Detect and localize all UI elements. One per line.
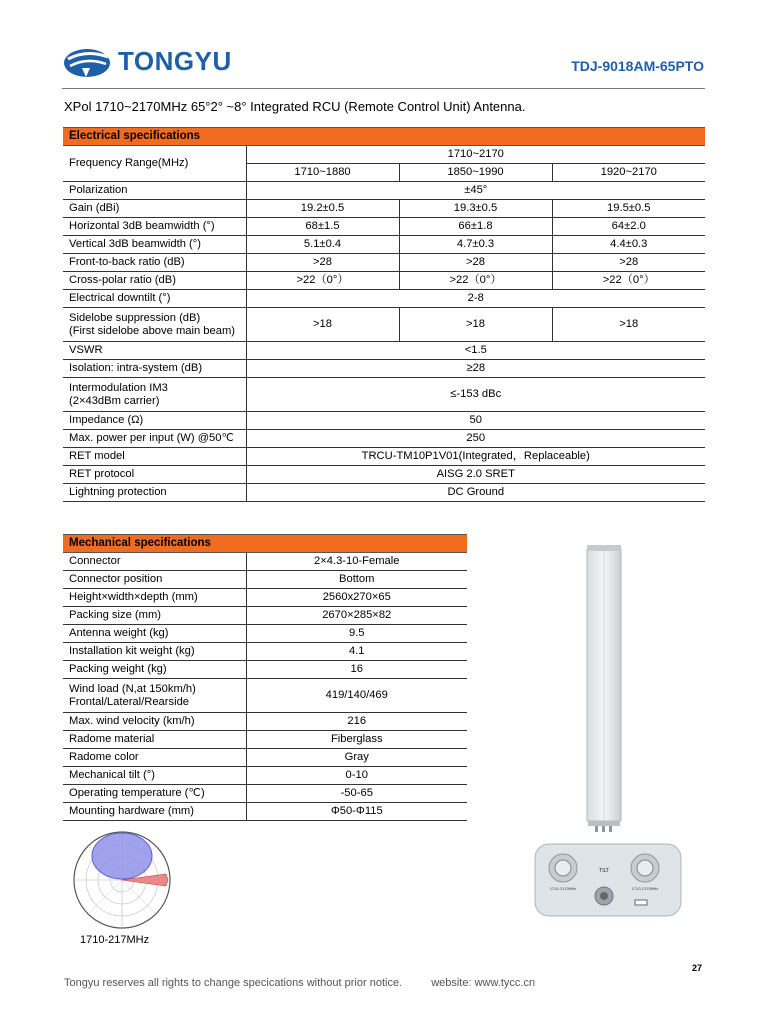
row-value: 66±1.8: [399, 218, 552, 236]
row-label: [63, 378, 246, 412]
table-row: [63, 803, 467, 821]
table-row: [63, 342, 705, 360]
row-value: <1.5: [246, 342, 705, 360]
row-label: Impedance (Ω): [63, 412, 246, 430]
table-row: [63, 378, 705, 412]
connector-panel-image: [533, 842, 683, 918]
row-value: Fiberglass: [246, 731, 467, 749]
wind-line1: Wind load (N,at 150km/h): [69, 682, 196, 695]
row-value: 216: [246, 713, 467, 731]
row-label: Packing size (mm): [63, 607, 246, 625]
table-row: [63, 218, 705, 236]
row-value: 2560x270×65: [246, 589, 467, 607]
table-row: [63, 290, 705, 308]
row-value: >22（0°）: [552, 272, 705, 290]
row-label: VSWR: [63, 342, 246, 360]
row-label: Connector: [63, 553, 246, 571]
table-row: [63, 731, 467, 749]
row-label: Max. wind velocity (km/h): [63, 713, 246, 731]
band-cell: 1850~1990: [399, 164, 552, 182]
tilt-label: TILT: [599, 868, 609, 874]
table-row: [63, 484, 705, 502]
antenna-image: [578, 545, 628, 835]
freq-label: Frequency Range(MHz): [63, 146, 246, 182]
right-port-label: 1710-2170MHz: [631, 887, 659, 891]
table-row: [63, 553, 467, 571]
im3-line1: Intermodulation IM3: [69, 381, 168, 394]
footer: [64, 977, 561, 989]
table-row: [63, 448, 705, 466]
band-cell: 1710~1880: [246, 164, 399, 182]
row-label: Front-to-back ratio (dB): [63, 254, 246, 272]
freq-all: 1710~2170: [246, 146, 705, 164]
row-value: >22（0°）: [399, 272, 552, 290]
row-value: 64±2.0: [552, 218, 705, 236]
table-row: [63, 749, 467, 767]
row-label: RET model: [63, 448, 246, 466]
row-value: 2×4.3-10-Female: [246, 553, 467, 571]
row-value: >18: [246, 308, 399, 342]
row-value: >18: [552, 308, 705, 342]
wind-line2: Frontal/Lateral/Rearside: [69, 695, 190, 708]
row-label: Horizontal 3dB beamwidth (°): [63, 218, 246, 236]
table-row: [63, 412, 705, 430]
row-value: 16: [246, 661, 467, 679]
row-label: Radome color: [63, 749, 246, 767]
row-value: ≥28: [246, 360, 705, 378]
row-label: Cross-polar ratio (dB): [63, 272, 246, 290]
product-title: XPol 1710~2170MHz 65°2° ~8° Integrated RCU (Remote Control Unit) Antenna.: [64, 99, 526, 114]
header-divider: [62, 88, 705, 89]
row-label: Lightning protection: [63, 484, 246, 502]
row-value: ≤-153 dBc: [246, 378, 705, 412]
row-value: Bottom: [246, 571, 467, 589]
table-row: [63, 571, 467, 589]
pattern-caption: 1710-217MHz: [80, 934, 150, 946]
section-header: [63, 535, 467, 553]
table-row: [63, 679, 467, 713]
row-value: 19.3±0.5: [399, 200, 552, 218]
brand-logo: [62, 44, 232, 80]
table-row: [63, 767, 467, 785]
row-value: 250: [246, 430, 705, 448]
row-label: Vertical 3dB beamwidth (°): [63, 236, 246, 254]
row-value: 0-10: [246, 767, 467, 785]
row-value: 419/140/469: [246, 679, 467, 713]
row-label: RET protocol: [63, 466, 246, 484]
table-row: [63, 182, 705, 200]
row-value: 4.7±0.3: [399, 236, 552, 254]
logo-emblem-icon: [62, 44, 114, 80]
table-row: [63, 200, 705, 218]
footer-notice: Tongyu reserves all rights to change specications without prior notice.: [64, 977, 403, 989]
mechanical-title: Mechanical specifications: [63, 535, 467, 553]
row-value: >28: [246, 254, 399, 272]
row-value: TRCU-TM10P1V01(Integrated，Replaceable): [246, 448, 705, 466]
row-value: ±45°: [246, 182, 705, 200]
row-label: Antenna weight (kg): [63, 625, 246, 643]
row-value: 2670×285×82: [246, 607, 467, 625]
row-value: 4.4±0.3: [552, 236, 705, 254]
row-label: Height×width×depth (mm): [63, 589, 246, 607]
row-value: >18: [399, 308, 552, 342]
table-row: [63, 308, 705, 342]
table-row: [63, 713, 467, 731]
row-value: 9.5: [246, 625, 467, 643]
electrical-title: Electrical specifications: [63, 128, 705, 146]
page-number: 27: [691, 963, 702, 973]
band-cell: 1920~2170: [552, 164, 705, 182]
row-value: 19.5±0.5: [552, 200, 705, 218]
row-value: 5.1±0.4: [246, 236, 399, 254]
row-value: 19.2±0.5: [246, 200, 399, 218]
row-value: DC Ground: [246, 484, 705, 502]
row-label: Electrical downtilt (°): [63, 290, 246, 308]
table-row: [63, 254, 705, 272]
row-label: Installation kit weight (kg): [63, 643, 246, 661]
row-label: Isolation: intra-system (dB): [63, 360, 246, 378]
model-number: TDJ-9018AM-65PTO: [571, 58, 704, 74]
row-label: Connector position: [63, 571, 246, 589]
table-row: [63, 360, 705, 378]
row-label: Polarization: [63, 182, 246, 200]
row-label: [63, 679, 246, 713]
row-label: Gain (dBi): [63, 200, 246, 218]
table-row: [63, 661, 467, 679]
table-row: [63, 236, 705, 254]
row-value: >28: [552, 254, 705, 272]
row-value: >22（0°）: [246, 272, 399, 290]
table-row: [63, 625, 467, 643]
left-port-label: 1710-2170MHz: [549, 887, 577, 891]
row-label: Radome material: [63, 731, 246, 749]
row-value: Gray: [246, 749, 467, 767]
section-header: [63, 128, 705, 146]
row-value: AISG 2.0 SRET: [246, 466, 705, 484]
row-value: Φ50-Φ115: [246, 803, 467, 821]
table-row: [63, 146, 705, 164]
sidelobe-line2: (First sidelobe above main beam): [69, 324, 236, 337]
table-row: [63, 607, 467, 625]
table-row: [63, 643, 467, 661]
row-label: Mounting hardware (mm): [63, 803, 246, 821]
row-label: Max. power per input (W) @50℃: [63, 430, 246, 448]
table-row: [63, 589, 467, 607]
im3-line2: (2×43dBm carrier): [69, 394, 160, 407]
row-value: 50: [246, 412, 705, 430]
table-row: [63, 430, 705, 448]
row-value: 68±1.5: [246, 218, 399, 236]
row-value: >28: [399, 254, 552, 272]
electrical-spec-table: [63, 127, 705, 502]
row-value: 4.1: [246, 643, 467, 661]
table-row: [63, 466, 705, 484]
footer-website: website: www.tycc.cn: [431, 977, 536, 989]
row-value: -50-65: [246, 785, 467, 803]
brand-name: TONGYU: [118, 46, 232, 76]
row-label: Packing weight (kg): [63, 661, 246, 679]
mechanical-spec-table: [63, 534, 467, 821]
row-label: [63, 308, 246, 342]
sidelobe-line1: Sidelobe suppression (dB): [69, 311, 201, 324]
table-row: [63, 272, 705, 290]
table-row: [63, 785, 467, 803]
row-label: Operating temperature (℃): [63, 785, 246, 803]
row-value: 2-8: [246, 290, 705, 308]
row-label: Mechanical tilt (°): [63, 767, 246, 785]
radiation-pattern-diagram: [66, 828, 182, 932]
